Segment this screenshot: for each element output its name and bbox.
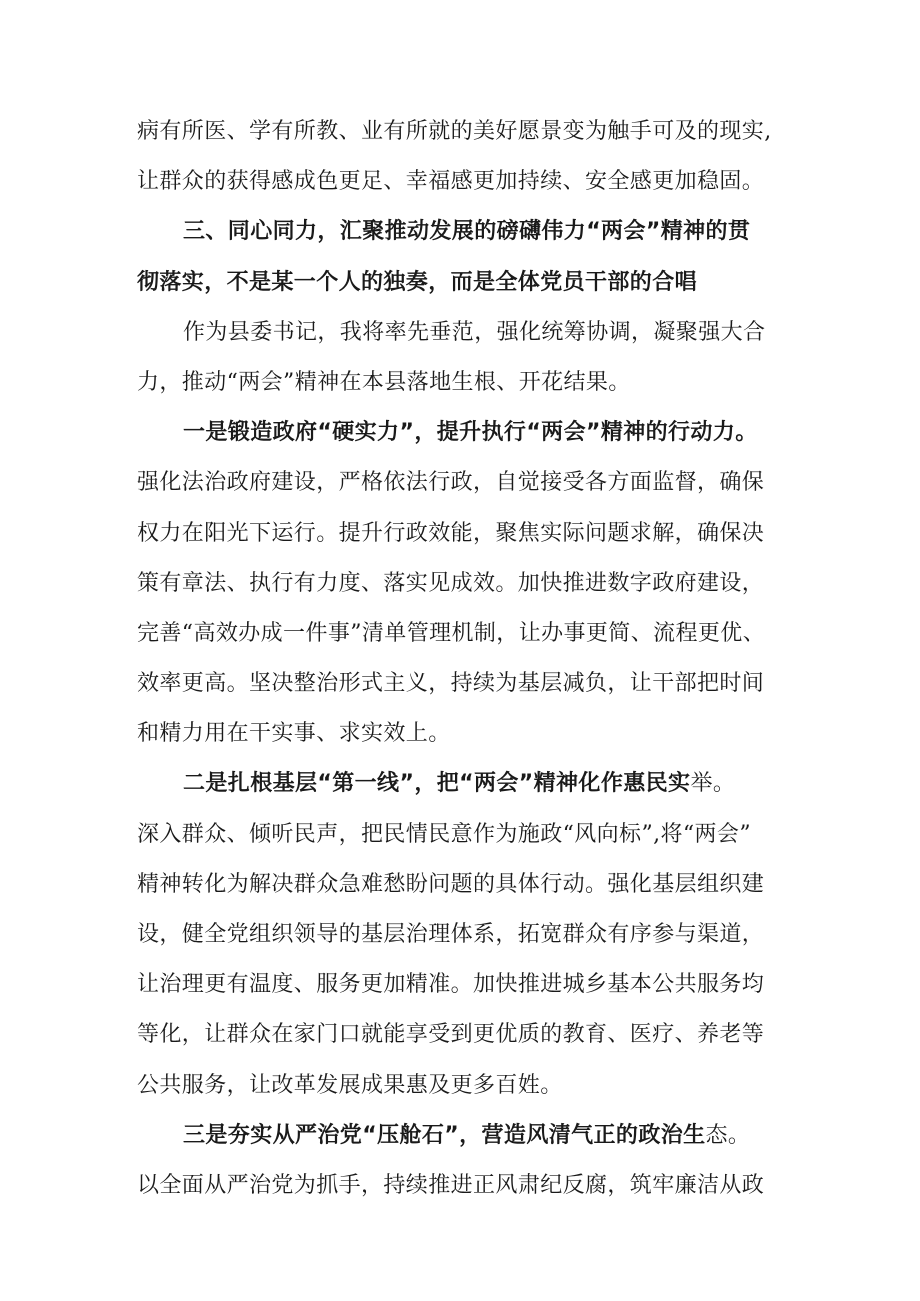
- subheading-tail-text: 态。: [705, 1122, 751, 1148]
- section-heading-line: 彻落实，不是某一个人的独奏，而是全体党员干部的合唱: [137, 269, 698, 295]
- body-line: 策有章法、执行有力度、落实见成效。加快推进数字政府建设，: [137, 570, 765, 596]
- body-line: 设，健全党组织领导的基层治理体系，拓宽群众有序参与渠道，: [137, 922, 765, 947]
- body-line: 深入群众、倾听民声，把民情民意作为施政“风向标”,将“两会”: [137, 821, 751, 847]
- section-heading-line: 三、同心同力，汇聚推动发展的磅礴伟力“两会”精神的贯: [183, 219, 751, 245]
- body-line: 强化法治政府建设，严格依法行政，自觉接受各方面监督，确保: [137, 470, 765, 496]
- subheading-line: [137, 1111, 805, 1161]
- body-line: 让治理更有温度、服务更加精准。加快推进城乡基本公共服务均: [137, 972, 765, 998]
- body-line: 精神转化为解决群众急难愁盼问题的具体行动。强化基层组织建: [137, 871, 765, 897]
- body-line: 效率更高。坚决整治形式主义，持续为基层减负，让干部把时间: [137, 671, 765, 697]
- body-line: 完善“高效办成一件事”清单管理机制，让办事更简、流程更优、: [137, 620, 766, 646]
- body-line: 和精力用在干实事、求实效上。: [137, 721, 451, 747]
- body-line: 公共服务，让改革发展成果惠及更多百姓。: [137, 1072, 563, 1098]
- subheading-line: [137, 759, 805, 809]
- body-line: 作为县委书记，我将率先垂范，强化统筹协调，凝聚强大合: [183, 319, 766, 345]
- body-line: 力，推动“两会”精神在本县落地生根、开花结果。: [137, 369, 631, 395]
- body-line: 等化，让群众在家门口就能享受到更优质的教育、医疗、养老等: [137, 1022, 765, 1048]
- body-line: 让群众的获得感成色更足、幸福感更加持续、安全感更加稳固。: [137, 169, 765, 195]
- body-line: 权力在阳光下运行。提升行政效能，聚焦实际问题求解，确保决: [137, 520, 765, 546]
- body-line: 病有所医、学有所教、业有所就的美好愿景变为触手可及的现实,: [137, 119, 772, 144]
- body-line: 以全面从严治党为抓手，持续推进正风肃纪反腐，筑牢廉洁从政: [137, 1172, 765, 1198]
- document-body: [137, 107, 805, 1211]
- subheading-bold-text: 三是夯实从严治党“压舱石”，营造风清气正的政治生: [183, 1122, 706, 1148]
- subheading-line: 一是锻造政府“硬实力”，提升执行“两会”精神的行动力。: [183, 420, 758, 446]
- subheading-tail-text: 举。: [690, 771, 736, 797]
- subheading-bold-text: 二是扎根基层“第一线”，把“两会”精神化作惠民实: [183, 771, 691, 797]
